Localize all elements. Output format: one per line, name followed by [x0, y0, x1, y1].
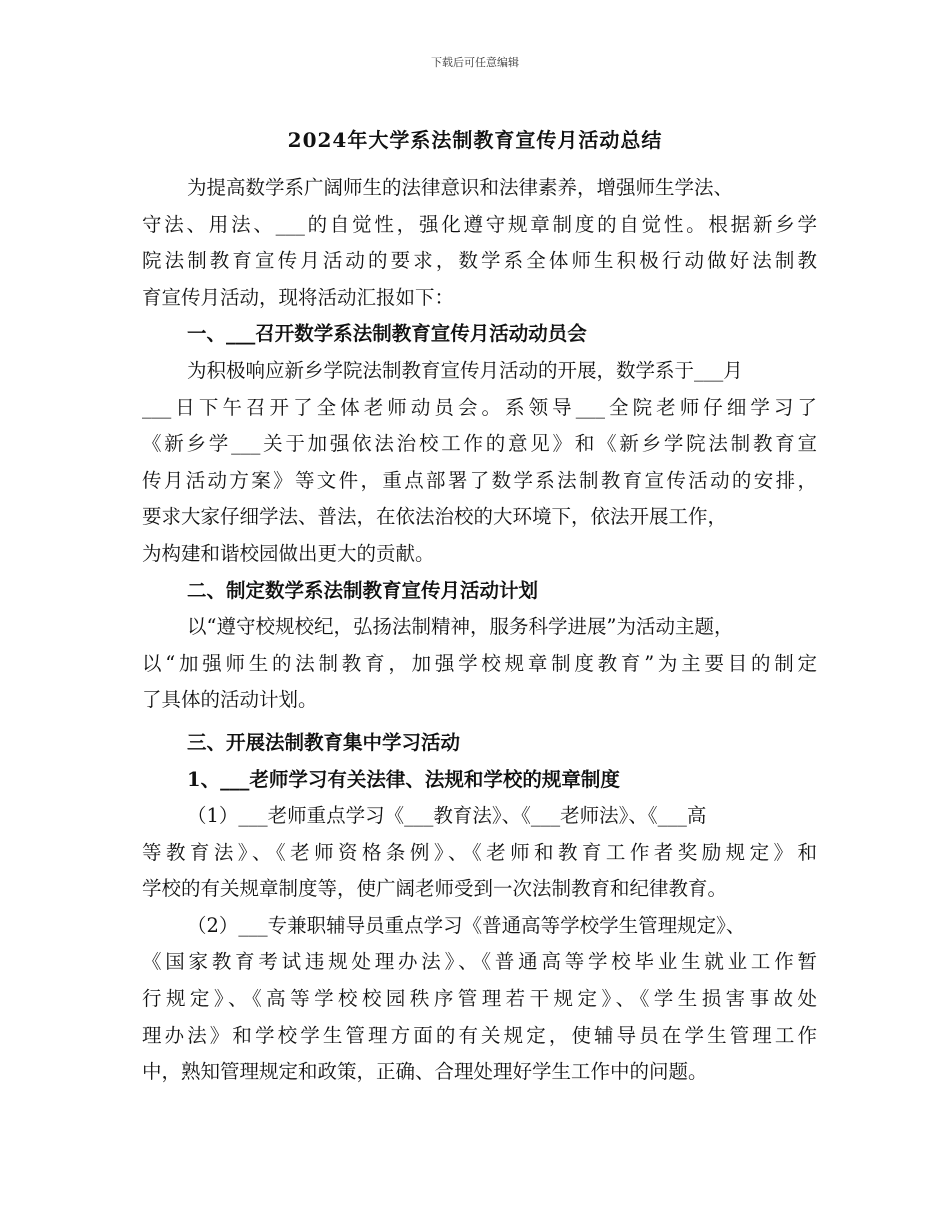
paragraph-line: （2）___专兼职辅导员重点学习《普通高等学校学生管理规定》、: [187, 913, 746, 937]
paragraph-line: 为构建和谐校园做出更大的贡献。: [142, 541, 435, 565]
document-title: 2024年大学系法制教育宣传月活动总结: [287, 128, 663, 152]
subsection-heading: 1、___老师学习有关法律、法规和学校的规章制度: [187, 767, 620, 791]
paragraph-line: 为积极响应新乡学院法制教育宣传月活动的开展，数学系于___月: [187, 358, 743, 382]
paragraph-line: 以“遵守校规校纪，弘扬法制精神，服务科学进展”为活动主题，: [187, 615, 734, 639]
paragraph-line: 中，熟知管理规定和政策，正确、合理处理好学生工作中的问题。: [142, 1060, 708, 1084]
paragraph-line: （1）___老师重点学习《___教育法》、《___老师法》、《___高: [187, 804, 707, 828]
paragraph-line: 守法、用法、___的自觉性，强化遵守规章制度的自觉性。根据新乡学: [142, 212, 817, 236]
paragraph-line: 了具体的活动计划。: [142, 688, 318, 712]
page-header-note: 下载后可任意编辑: [431, 56, 519, 69]
section-heading: 三、开展法制教育集中学习活动: [187, 730, 461, 754]
paragraph-line: 《国家教育考试违规处理办法》、《普通高等学校毕业生就业工作暂: [142, 950, 817, 974]
paragraph-line: 理办法》和学校学生管理方面的有关规定，使辅导员在学生管理工作: [142, 1023, 817, 1047]
paragraph-line: 等教育法》、《老师资格条例》、《老师和教育工作者奖励规定》和: [142, 840, 817, 864]
paragraph-line: 学校的有关规章制度等，使广阔老师受到一次法制教育和纪律教育。: [142, 877, 728, 901]
section-heading: 一、___召开数学系法制教育宣传月活动动员会: [187, 322, 587, 346]
paragraph-line: 要求大家仔细学法、普法，在依法治校的大环境下，依法开展工作，: [142, 505, 728, 529]
document-body: [142, 170, 817, 1091]
paragraph-line: 传月活动方案》等文件，重点部署了数学系法制教育宣传活动的安排，: [142, 468, 817, 492]
paragraph-line: 院法制教育宣传月活动的要求，数学系全体师生积极行动做好法制教: [142, 249, 817, 273]
paragraph-line: 育宣传月活动，现将活动汇报如下：: [142, 285, 455, 309]
paragraph-line: 《新乡学___关于加强依法治校工作的意见》和《新乡学院法制教育宣: [142, 432, 817, 456]
paragraph-line: 行规定》、《高等学校校园秩序管理若干规定》、《学生损害事故处: [142, 987, 817, 1011]
section-heading: 二、制定数学系法制教育宣传月活动计划: [187, 578, 539, 602]
paragraph-line: 以“加强师生的法制教育，加强学校规章制度教育”为主要目的制定: [142, 651, 817, 675]
paragraph-line: ___日下午召开了全体老师动员会。系领导___全院老师仔细学习了: [142, 395, 817, 419]
paragraph-line: 为提高数学系广阔师生的法律意识和法律素养，增强师生学法、: [187, 176, 734, 199]
